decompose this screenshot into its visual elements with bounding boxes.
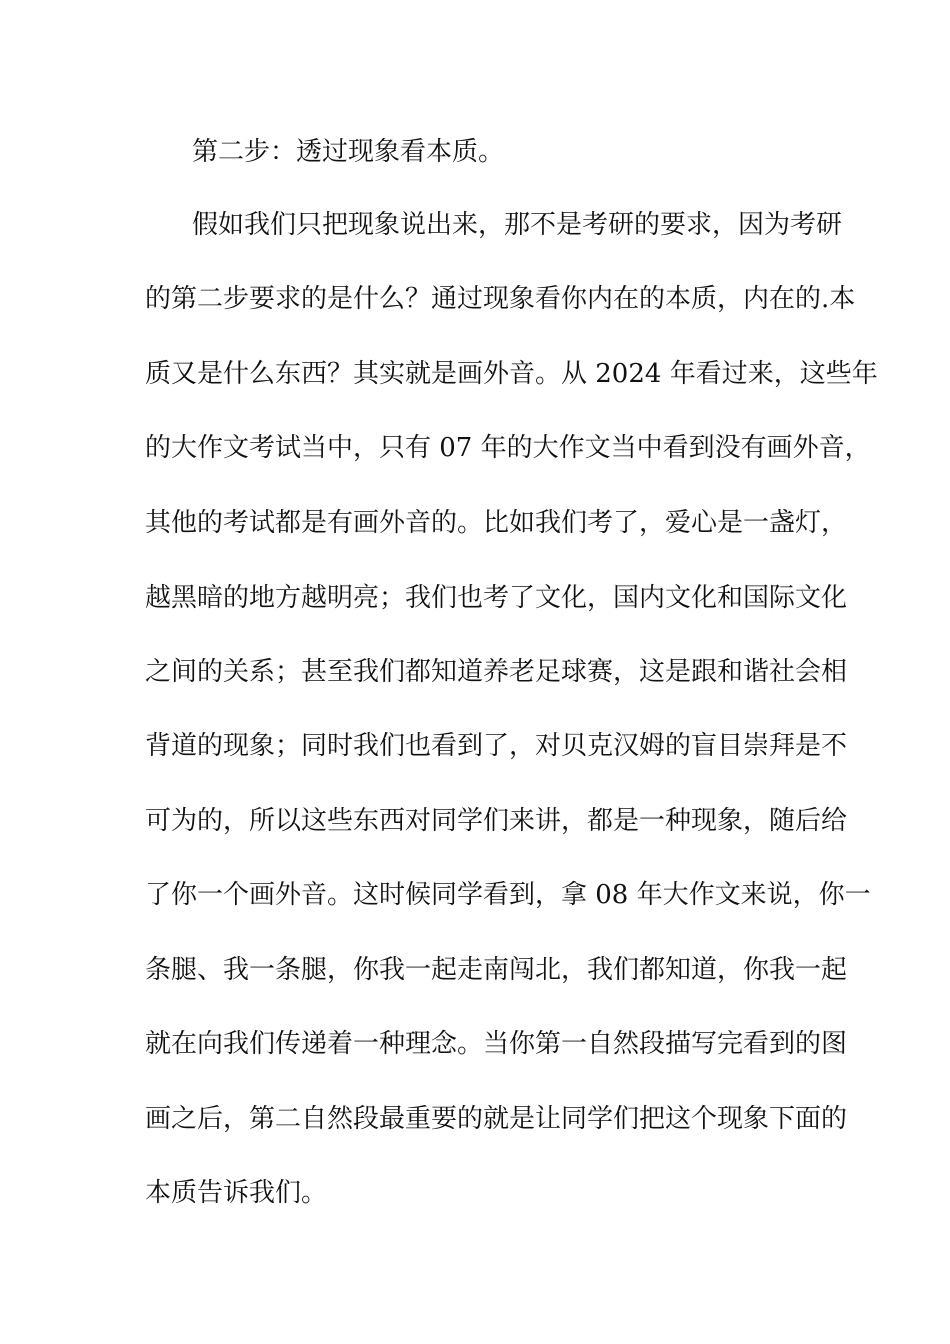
paragraph-line: 的大作文考试当中，只有 07 年的大作文当中看到没有画外音，	[145, 433, 871, 463]
paragraph-line: 质又是什么东西？其实就是画外音。从 2024 年看过来，这些年	[145, 359, 878, 389]
paragraph-line: 背道的现象；同时我们也看到了，对贝克汉姆的盲目崇拜是不	[145, 731, 848, 761]
step-heading: 第二步：透过现象看本质。	[192, 137, 505, 167]
paragraph-line: 其他的考试都是有画外音的。比如我们考了，爱心是一盏灯，	[145, 508, 848, 538]
paragraph-line: 画之后，第二自然段最重要的就是让同学们把这个现象下面的	[145, 1104, 848, 1134]
paragraph-line: 之间的关系；甚至我们都知道养老足球赛，这是跟和谐社会相	[145, 657, 848, 687]
paragraph-line: 就在向我们传递着一种理念。当你第一自然段描写完看到的图	[145, 1029, 848, 1059]
paragraph-line: 条腿、我一条腿，你我一起走南闯北，我们都知道，你我一起	[145, 955, 848, 985]
paragraph-line: 假如我们只把现象说出来，那不是考研的要求，因为考研	[192, 210, 843, 240]
paragraph-line: 的第二步要求的是什么？通过现象看你内在的本质，内在的.本	[145, 284, 856, 314]
paragraph-line: 可为的，所以这些东西对同学们来讲，都是一种现象，随后给	[145, 806, 848, 836]
paragraph-line: 越黑暗的地方越明亮；我们也考了文化，国内文化和国际文化	[145, 583, 848, 613]
paragraph-line: 本质告诉我们。	[145, 1178, 328, 1208]
paragraph-line: 了你一个画外音。这时候同学看到，拿 08 年大作文来说，你一	[145, 880, 871, 910]
